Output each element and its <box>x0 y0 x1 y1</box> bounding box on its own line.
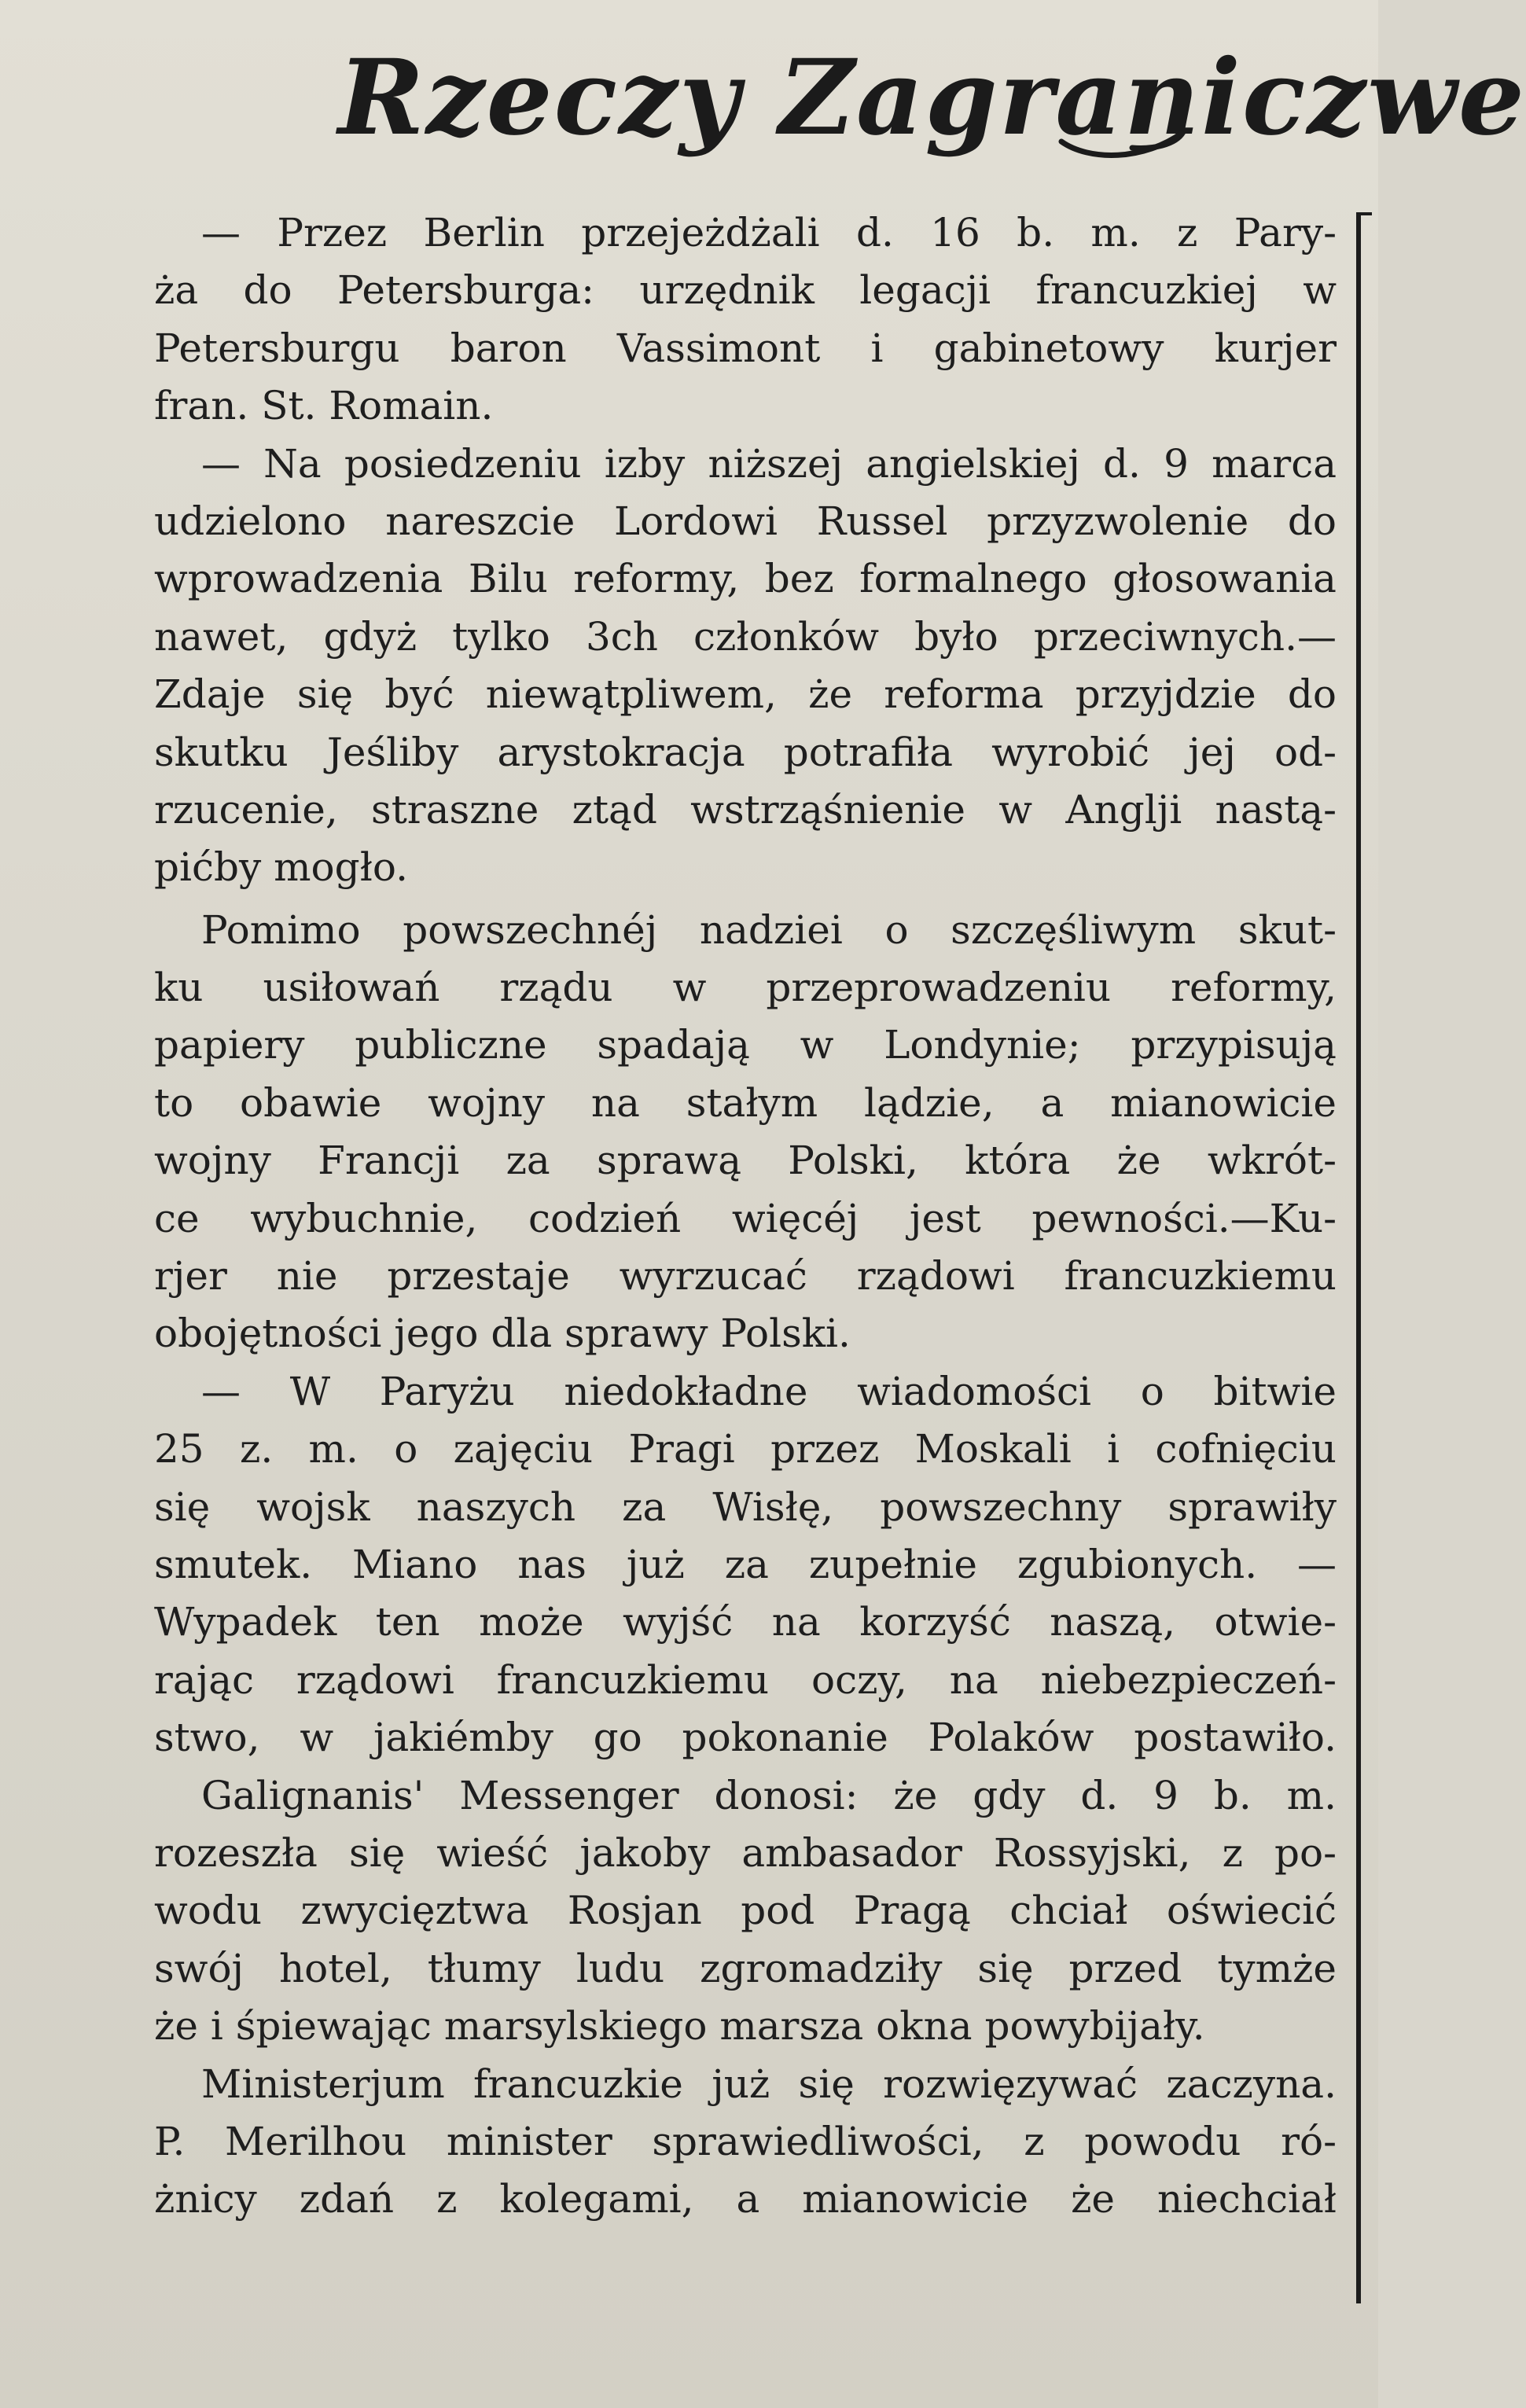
text-line: obojętności jego dla sprawy Polski. <box>154 1311 851 1357</box>
text-line: Ministerjum francuzkie już się rozwięzywać zaczyna. <box>201 2061 1337 2107</box>
text-line: papiery publiczne spadają w Londynie; przypisują <box>154 1022 1337 1068</box>
text-line: ku usiłowań rządu w przeprowadzeniu reformy, <box>154 965 1337 1011</box>
text-line: się wojsk naszych za Wisłę, powszechny sprawiły <box>154 1483 1337 1530</box>
text-line: 25 z. m. o zajęciu Pragi przez Moskali i cofnięciu <box>154 1426 1337 1472</box>
text-line: udzielono nareszcie Lordowi Russel przyzwolenie do <box>154 498 1337 544</box>
text-line: Wypadek ten może wyjść na korzyść naszą, otwie- <box>154 1599 1337 1645</box>
text-line: ce wybuchnie, codzień więcéj jest pewności.—Ku- <box>154 1195 1337 1241</box>
text-line: wprowadzenia Bilu reformy, bez formalnego głosowania <box>154 556 1337 602</box>
paragraph-paris-news <box>154 1363 1337 1767</box>
text-line: Zdaje się być niewątpliwem, że reforma przyjdzie do <box>154 671 1337 718</box>
paragraph-berlin <box>154 204 1337 436</box>
text-line: skutku Jeśliby arystokracja potrafiła wyrobić jej od- <box>154 729 1337 775</box>
text-line: wodu zwycięztwa Rosjan pod Pragą chciał oświecić <box>154 1888 1337 1934</box>
paragraph-public-papers <box>154 902 1337 1363</box>
text-line: stwo, w jakiémby go pokonanie Polaków postawiło. <box>154 1715 1337 1761</box>
text-line: ża do Petersburga: urzędnik legacji francuzkiej w <box>154 267 1337 314</box>
text-line: rając rządowi francuzkiemu oczy, na niebezpieczeń- <box>154 1656 1337 1703</box>
text-line: Petersburgu baron Vassimont i gabinetowy kurjer <box>154 325 1337 371</box>
text-line: Galignanis' Messenger donosi: że gdy d. 9 b. m. <box>201 1772 1337 1818</box>
paragraph-london-reform <box>154 436 1337 897</box>
text-line: — W Paryżu niedokładne wiadomości o bitwie <box>201 1368 1337 1414</box>
text-line: — Na posiedzeniu izby niższej angielskiej d. 9 marca <box>201 440 1337 487</box>
column-rule <box>1356 212 1361 2303</box>
text-line: pićby mogło. <box>154 844 408 891</box>
text-line: rzucenie, straszne ztąd wstrząśnienie w Anglji nastą- <box>154 786 1337 833</box>
title-flourish <box>1057 118 1191 161</box>
text-line: Pomimo powszechnéj nadziei o szczęśliwym skut- <box>201 906 1337 953</box>
text-line: rjer nie przestaje wyrzucać rządowi francuzkiemu <box>154 1253 1337 1300</box>
text-line: smutek. Miano nas już za zupełnie zgubionych. — <box>154 1541 1337 1587</box>
text-line: żnicy zdań z kolegami, a mianowicie że niechciał <box>154 2176 1337 2222</box>
text-line: swój hotel, tłumy ludu zgromadziły się przed tymże <box>154 1945 1337 1991</box>
text-line: wojny Francji za sprawą Polski, która że wkrót- <box>154 1138 1337 1184</box>
text-line: że i śpiewając marsylskiego marsza okna powybijały. <box>154 2003 1205 2050</box>
section-title: Rzeczy Zagraniczwe <box>338 37 1526 159</box>
text-line: — Przez Berlin przejeżdżali d. 16 b. m. z Pary- <box>201 210 1337 256</box>
text-line: rozeszła się wieść jakoby ambasador Rossyjski, z po- <box>154 1829 1337 1876</box>
paragraph-ministry <box>154 2056 1337 2229</box>
text-line: to obawie wojny na stałym lądzie, a mianowicie <box>154 1079 1337 1126</box>
text-line: nawet, gdyż tylko 3ch członków było przeciwnych.— <box>154 613 1337 660</box>
paragraph-galignani <box>154 1767 1337 2056</box>
article-body <box>154 204 1337 2229</box>
text-line: P. Merilhou minister sprawiedliwości, z powodu ró- <box>154 2118 1337 2164</box>
text-line: fran. St. Romain. <box>154 383 494 429</box>
